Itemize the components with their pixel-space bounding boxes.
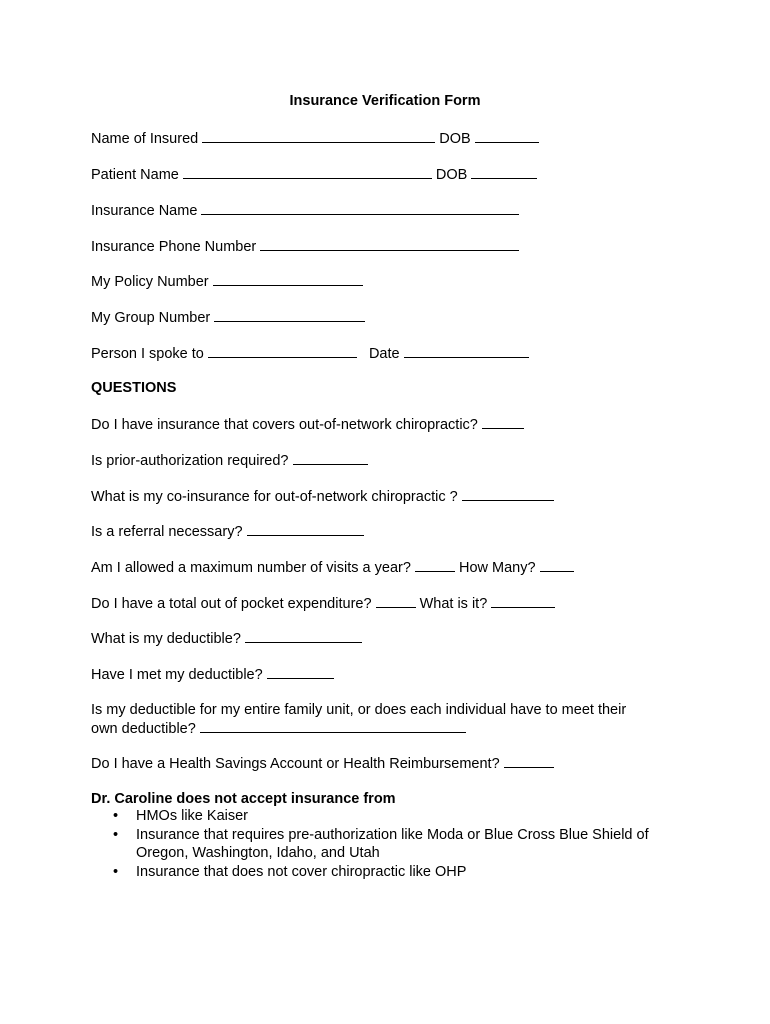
question-referral-answer[interactable] xyxy=(247,522,364,536)
exclusion-item-text: Insurance that does not cover chiropractic like OHP xyxy=(136,863,467,880)
exclusion-item xyxy=(91,826,681,863)
group-number-row xyxy=(91,308,365,327)
exclusion-item-text: Insurance that requires pre-authorization like Moda or Blue Cross Blue Shield of Oregon, Washington, Idaho, and Utah xyxy=(136,826,649,861)
question-referral-text: Is a referral necessary? xyxy=(91,524,243,540)
name-of-insured-field[interactable] xyxy=(202,129,435,143)
question-out-of-pocket xyxy=(91,594,555,613)
question-deductible xyxy=(91,629,362,648)
patient-dob-field[interactable] xyxy=(471,165,537,179)
exclusion-item-text: HMOs like Kaiser xyxy=(136,808,248,824)
group-number-label: My Group Number xyxy=(91,310,211,326)
bullet-icon: • xyxy=(113,808,119,824)
question-prior-authorization-text: Is prior-authorization required? xyxy=(91,453,289,469)
exclusions-heading: Dr. Caroline does not accept insurance from xyxy=(91,791,396,807)
group-number-field[interactable] xyxy=(214,308,365,322)
question-what-is-it-answer[interactable] xyxy=(491,594,555,608)
patient-name-row xyxy=(91,165,537,184)
question-out-of-pocket-text: Do I have a total out of pocket expenditure? xyxy=(91,596,372,612)
question-co-insurance-answer[interactable] xyxy=(462,487,554,501)
question-out-of-network xyxy=(91,415,524,434)
question-co-insurance-text: What is my co-insurance for out-of-network chiropractic ? xyxy=(91,489,458,505)
question-family-deductible xyxy=(91,701,626,719)
form-title: Insurance Verification Form xyxy=(289,93,481,109)
question-out-of-network-answer[interactable] xyxy=(482,415,524,429)
question-out-of-pocket-answer[interactable] xyxy=(376,594,416,608)
question-prior-authorization xyxy=(91,451,368,470)
name-of-insured-label: Name of Insured xyxy=(91,131,199,147)
person-spoke-to-field[interactable] xyxy=(208,344,357,358)
patient-dob-label: DOB xyxy=(435,167,468,183)
questions-heading: QUESTIONS xyxy=(91,380,177,396)
question-how-many-answer[interactable] xyxy=(540,558,574,572)
insurance-name-label: Insurance Name xyxy=(91,203,198,219)
patient-name-field[interactable] xyxy=(183,165,432,179)
insurance-phone-label: Insurance Phone Number xyxy=(91,239,257,255)
name-of-insured-row xyxy=(91,129,539,148)
question-family-deductible-answer[interactable] xyxy=(200,719,466,733)
question-how-many-text: How Many? xyxy=(458,560,536,576)
date-label: Date xyxy=(368,346,400,362)
bullet-icon: • xyxy=(113,826,119,843)
date-field[interactable] xyxy=(404,344,529,358)
question-hsa-text: Do I have a Health Savings Account or Health Reimbursement? xyxy=(91,756,500,772)
insurance-phone-field[interactable] xyxy=(260,237,519,251)
exclusion-item xyxy=(91,863,681,882)
exclusion-item xyxy=(91,807,681,826)
question-max-visits xyxy=(91,558,574,577)
insurance-name-field[interactable] xyxy=(201,201,519,215)
insured-dob-field[interactable] xyxy=(475,129,539,143)
question-max-visits-answer[interactable] xyxy=(415,558,455,572)
patient-name-label: Patient Name xyxy=(91,167,179,183)
question-max-visits-text: Am I allowed a maximum number of visits a year? xyxy=(91,560,411,576)
question-hsa xyxy=(91,754,554,773)
question-hsa-answer[interactable] xyxy=(504,754,554,768)
question-family-deductible-text-cont: own deductible? xyxy=(91,721,196,737)
question-met-deductible xyxy=(91,665,334,684)
question-met-deductible-text: Have I met my deductible? xyxy=(91,667,263,683)
exclusions-list xyxy=(91,807,681,881)
question-family-deductible-cont xyxy=(91,719,466,738)
policy-number-row xyxy=(91,272,363,291)
question-deductible-answer[interactable] xyxy=(245,629,362,643)
insured-dob-label: DOB xyxy=(439,131,471,147)
question-met-deductible-answer[interactable] xyxy=(267,665,334,679)
policy-number-field[interactable] xyxy=(213,272,363,286)
insurance-phone-row xyxy=(91,237,519,256)
question-what-is-it-text: What is it? xyxy=(419,596,488,612)
question-family-deductible-text: Is my deductible for my entire family unit, or does each individual have to meet their xyxy=(91,702,627,718)
question-co-insurance xyxy=(91,487,554,506)
policy-number-label: My Policy Number xyxy=(91,274,209,290)
person-spoke-to-label: Person I spoke to xyxy=(91,346,204,362)
insurance-name-row xyxy=(91,201,519,220)
question-out-of-network-text: Do I have insurance that covers out-of-network chiropractic? xyxy=(91,417,478,433)
person-spoke-to-row xyxy=(91,344,529,363)
bullet-icon: • xyxy=(113,863,119,880)
question-prior-authorization-answer[interactable] xyxy=(293,451,368,465)
question-deductible-text: What is my deductible? xyxy=(91,631,241,647)
question-referral xyxy=(91,522,364,541)
